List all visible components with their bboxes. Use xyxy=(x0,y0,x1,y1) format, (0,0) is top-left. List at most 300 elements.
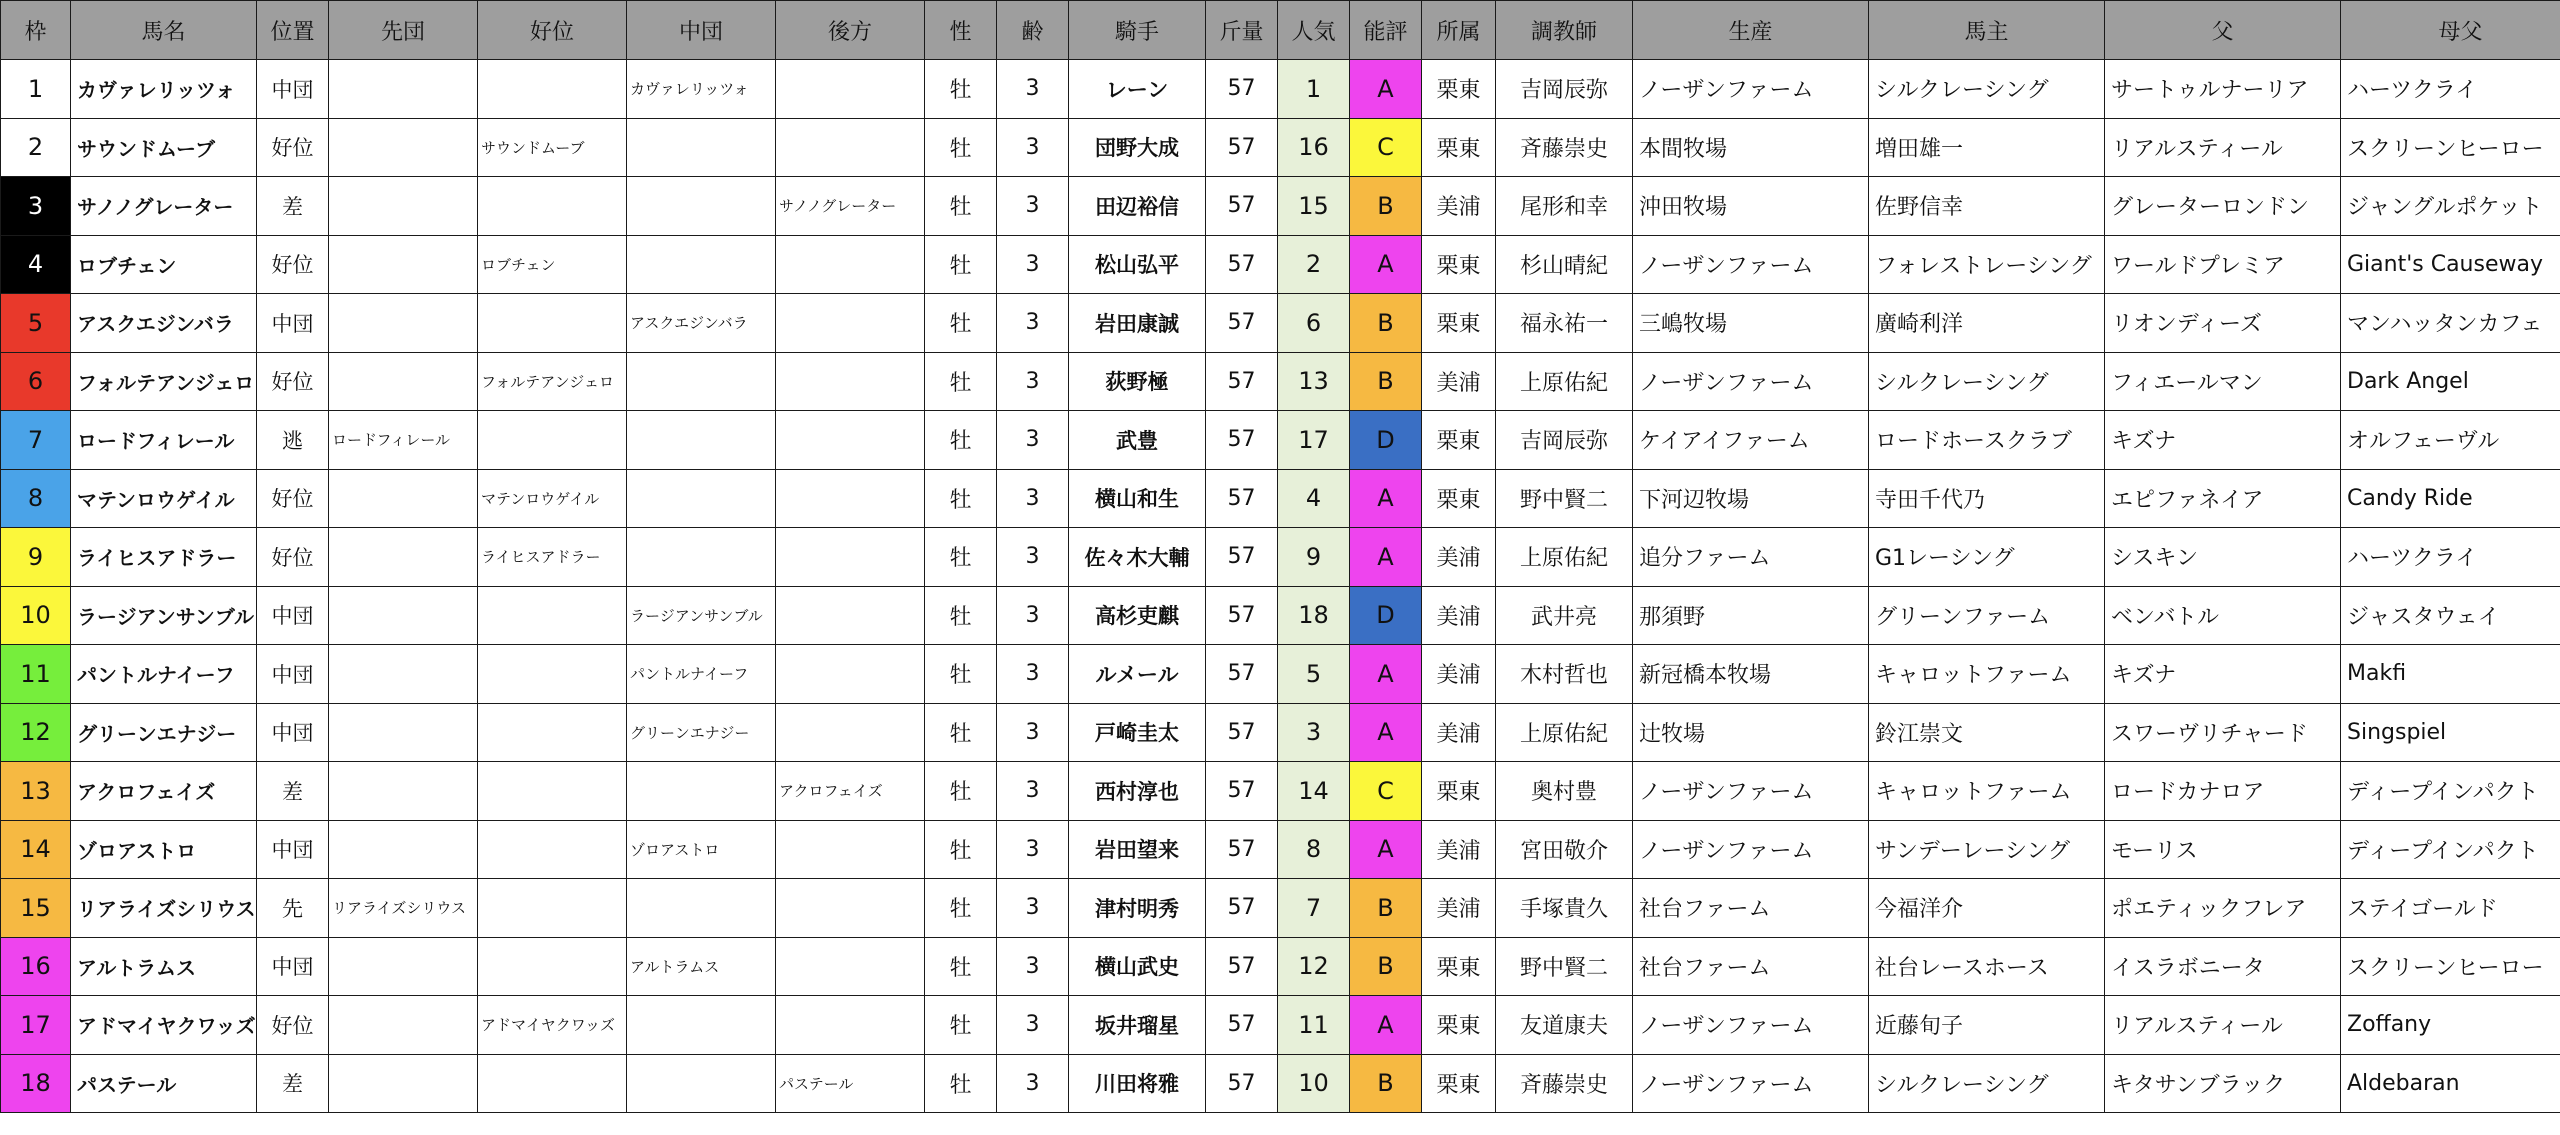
kohou-cell xyxy=(776,703,925,762)
trainer: 吉岡辰弥 xyxy=(1496,411,1633,470)
waku-number: 17 xyxy=(1,996,71,1055)
koui-cell: サウンドムーブ xyxy=(478,118,627,177)
breeder: 下河辺牧場 xyxy=(1633,469,1869,528)
table-row[interactable] xyxy=(1,703,2560,762)
header-owner[interactable]: 馬主 xyxy=(1869,1,2105,60)
breeder: 社台ファーム xyxy=(1633,879,1869,938)
table-row[interactable] xyxy=(1,645,2560,704)
stable: 美浦 xyxy=(1422,645,1496,704)
kohou-cell xyxy=(776,352,925,411)
age: 3 xyxy=(997,118,1069,177)
age: 3 xyxy=(997,1054,1069,1113)
popularity: 15 xyxy=(1278,177,1350,236)
header-kohou[interactable]: 後方 xyxy=(776,1,925,60)
damsire: Aldebaran xyxy=(2341,1054,2560,1113)
koui-cell xyxy=(478,879,627,938)
stable: 美浦 xyxy=(1422,177,1496,236)
sire: キタサンブラック xyxy=(2105,1054,2341,1113)
table-row[interactable] xyxy=(1,879,2560,938)
breeder: 辻牧場 xyxy=(1633,703,1869,762)
chudan-cell xyxy=(627,118,776,177)
horse-name: サノノグレーター xyxy=(71,177,257,236)
horse-name: ロードフィレール xyxy=(71,411,257,470)
jockey: 田辺裕信 xyxy=(1069,177,1206,236)
damsire: ステイゴールド xyxy=(2341,879,2560,938)
sex: 牡 xyxy=(925,177,997,236)
table-row[interactable] xyxy=(1,177,2560,236)
owner: キャロットファーム xyxy=(1869,645,2105,704)
table-row[interactable] xyxy=(1,1054,2560,1113)
stable: 栗東 xyxy=(1422,762,1496,821)
owner: グリーンファーム xyxy=(1869,586,2105,645)
kohou-cell xyxy=(776,528,925,587)
waku-number: 3 xyxy=(1,177,71,236)
rating-badge: A xyxy=(1350,820,1422,879)
breeder: ノーザンファーム xyxy=(1633,352,1869,411)
popularity: 18 xyxy=(1278,586,1350,645)
header-koui[interactable]: 好位 xyxy=(478,1,627,60)
chudan-cell: カヴァレリッツォ xyxy=(627,60,776,119)
popularity: 7 xyxy=(1278,879,1350,938)
owner: G1レーシング xyxy=(1869,528,2105,587)
sendan-cell xyxy=(329,762,478,821)
weight: 57 xyxy=(1206,1054,1278,1113)
waku-number: 12 xyxy=(1,703,71,762)
stable: 栗東 xyxy=(1422,411,1496,470)
trainer: 斉藤崇史 xyxy=(1496,118,1633,177)
sendan-cell xyxy=(329,118,478,177)
table-row[interactable] xyxy=(1,996,2560,1055)
chudan-cell xyxy=(627,528,776,587)
sire: キズナ xyxy=(2105,645,2341,704)
waku-number: 9 xyxy=(1,528,71,587)
position: 中団 xyxy=(257,294,329,353)
breeder: 三嶋牧場 xyxy=(1633,294,1869,353)
popularity: 13 xyxy=(1278,352,1350,411)
koui-cell xyxy=(478,411,627,470)
table-row[interactable] xyxy=(1,235,2560,294)
trainer: 吉岡辰弥 xyxy=(1496,60,1633,119)
rating-badge: A xyxy=(1350,996,1422,1055)
chudan-cell: グリーンエナジー xyxy=(627,703,776,762)
rating-badge: C xyxy=(1350,118,1422,177)
sex: 牡 xyxy=(925,60,997,119)
kohou-cell xyxy=(776,645,925,704)
owner: キャロットファーム xyxy=(1869,762,2105,821)
sire: イスラボニータ xyxy=(2105,937,2341,996)
rating-badge: A xyxy=(1350,469,1422,528)
header-weight[interactable]: 斤量 xyxy=(1206,1,1278,60)
damsire: Candy Ride xyxy=(2341,469,2560,528)
age: 3 xyxy=(997,352,1069,411)
sex: 牡 xyxy=(925,703,997,762)
weight: 57 xyxy=(1206,645,1278,704)
jockey: 岩田康誠 xyxy=(1069,294,1206,353)
horse-name: グリーンエナジー xyxy=(71,703,257,762)
stable: 栗東 xyxy=(1422,937,1496,996)
stable: 栗東 xyxy=(1422,235,1496,294)
sendan-cell xyxy=(329,294,478,353)
weight: 57 xyxy=(1206,820,1278,879)
chudan-cell: アルトラムス xyxy=(627,937,776,996)
header-sire[interactable]: 父 xyxy=(2105,1,2341,60)
sex: 牡 xyxy=(925,879,997,938)
waku-number: 4 xyxy=(1,235,71,294)
breeder: ノーザンファーム xyxy=(1633,820,1869,879)
table-row[interactable] xyxy=(1,937,2560,996)
kohou-cell xyxy=(776,937,925,996)
breeder: 社台ファーム xyxy=(1633,937,1869,996)
weight: 57 xyxy=(1206,586,1278,645)
popularity: 12 xyxy=(1278,937,1350,996)
horse-name: パントルナイーフ xyxy=(71,645,257,704)
jockey: 西村淳也 xyxy=(1069,762,1206,821)
owner: シルクレーシング xyxy=(1869,352,2105,411)
header-sendan[interactable]: 先団 xyxy=(329,1,478,60)
chudan-cell xyxy=(627,996,776,1055)
position: 中団 xyxy=(257,586,329,645)
position: 好位 xyxy=(257,352,329,411)
chudan-cell xyxy=(627,235,776,294)
age: 3 xyxy=(997,586,1069,645)
horse-name: カヴァレリッツォ xyxy=(71,60,257,119)
rating-badge: A xyxy=(1350,645,1422,704)
position: 差 xyxy=(257,177,329,236)
header-sex[interactable]: 性 xyxy=(925,1,997,60)
waku-number: 8 xyxy=(1,469,71,528)
weight: 57 xyxy=(1206,118,1278,177)
sex: 牡 xyxy=(925,645,997,704)
jockey: 戸崎圭太 xyxy=(1069,703,1206,762)
sex: 牡 xyxy=(925,294,997,353)
trainer: 野中賢二 xyxy=(1496,469,1633,528)
position: 好位 xyxy=(257,996,329,1055)
weight: 57 xyxy=(1206,703,1278,762)
popularity: 6 xyxy=(1278,294,1350,353)
weight: 57 xyxy=(1206,294,1278,353)
sex: 牡 xyxy=(925,352,997,411)
trainer: 宮田敬介 xyxy=(1496,820,1633,879)
jockey: 横山和生 xyxy=(1069,469,1206,528)
owner: 廣崎利洋 xyxy=(1869,294,2105,353)
breeder: ノーザンファーム xyxy=(1633,60,1869,119)
waku-number: 11 xyxy=(1,645,71,704)
weight: 57 xyxy=(1206,235,1278,294)
waku-number: 7 xyxy=(1,411,71,470)
popularity: 8 xyxy=(1278,820,1350,879)
trainer: 上原佑紀 xyxy=(1496,703,1633,762)
table-row[interactable] xyxy=(1,60,2560,119)
trainer: 斉藤崇史 xyxy=(1496,1054,1633,1113)
weight: 57 xyxy=(1206,60,1278,119)
kohou-cell xyxy=(776,411,925,470)
trainer: 木村哲也 xyxy=(1496,645,1633,704)
jockey: ルメール xyxy=(1069,645,1206,704)
position: 先 xyxy=(257,879,329,938)
jockey: 坂井瑠星 xyxy=(1069,996,1206,1055)
damsire: スクリーンヒーロー xyxy=(2341,118,2560,177)
position: 差 xyxy=(257,1054,329,1113)
table-row[interactable] xyxy=(1,586,2560,645)
chudan-cell xyxy=(627,1054,776,1113)
horse-name: アクロフェイズ xyxy=(71,762,257,821)
waku-number: 6 xyxy=(1,352,71,411)
popularity: 14 xyxy=(1278,762,1350,821)
waku-number: 16 xyxy=(1,937,71,996)
header-popularity[interactable]: 人気 xyxy=(1278,1,1350,60)
jockey: 荻野極 xyxy=(1069,352,1206,411)
damsire: Makfi xyxy=(2341,645,2560,704)
waku-number: 14 xyxy=(1,820,71,879)
sex: 牡 xyxy=(925,528,997,587)
sex: 牡 xyxy=(925,996,997,1055)
breeder: 追分ファーム xyxy=(1633,528,1869,587)
sire: シスキン xyxy=(2105,528,2341,587)
damsire: Dark Angel xyxy=(2341,352,2560,411)
table-row[interactable] xyxy=(1,411,2560,470)
stable: 栗東 xyxy=(1422,294,1496,353)
jockey: 団野大成 xyxy=(1069,118,1206,177)
koui-cell: ライヒスアドラー xyxy=(478,528,627,587)
breeder: ケイアイファーム xyxy=(1633,411,1869,470)
rating-badge: D xyxy=(1350,586,1422,645)
jockey: 松山弘平 xyxy=(1069,235,1206,294)
popularity: 3 xyxy=(1278,703,1350,762)
header-trainer[interactable]: 調教師 xyxy=(1496,1,1633,60)
chudan-cell xyxy=(627,411,776,470)
trainer: 武井亮 xyxy=(1496,586,1633,645)
damsire: ジャスタウェイ xyxy=(2341,586,2560,645)
rating-badge: A xyxy=(1350,235,1422,294)
chudan-cell xyxy=(627,177,776,236)
owner: 近藤旬子 xyxy=(1869,996,2105,1055)
header-age[interactable]: 齢 xyxy=(997,1,1069,60)
position: 中団 xyxy=(257,820,329,879)
kohou-cell xyxy=(776,294,925,353)
sendan-cell xyxy=(329,235,478,294)
position: 好位 xyxy=(257,528,329,587)
koui-cell xyxy=(478,937,627,996)
weight: 57 xyxy=(1206,996,1278,1055)
damsire: ハーツクライ xyxy=(2341,60,2560,119)
header-row xyxy=(1,1,2560,60)
kohou-cell xyxy=(776,586,925,645)
trainer: 上原佑紀 xyxy=(1496,528,1633,587)
koui-cell xyxy=(478,645,627,704)
header-chudan[interactable]: 中団 xyxy=(627,1,776,60)
sire: スワーヴリチャード xyxy=(2105,703,2341,762)
rating-badge: A xyxy=(1350,703,1422,762)
position: 中団 xyxy=(257,60,329,119)
rating-badge: D xyxy=(1350,411,1422,470)
kohou-cell xyxy=(776,996,925,1055)
jockey: 川田将雅 xyxy=(1069,1054,1206,1113)
jockey: 横山武史 xyxy=(1069,937,1206,996)
trainer: 福永祐一 xyxy=(1496,294,1633,353)
rating-badge: C xyxy=(1350,762,1422,821)
sex: 牡 xyxy=(925,1054,997,1113)
position: 好位 xyxy=(257,469,329,528)
waku-number: 2 xyxy=(1,118,71,177)
sire: エピファネイア xyxy=(2105,469,2341,528)
breeder: ノーザンファーム xyxy=(1633,996,1869,1055)
sendan-cell xyxy=(329,469,478,528)
sendan-cell: リアライズシリウス xyxy=(329,879,478,938)
jockey: 岩田望来 xyxy=(1069,820,1206,879)
header-jockey[interactable]: 騎手 xyxy=(1069,1,1206,60)
sendan-cell xyxy=(329,60,478,119)
damsire: ジャングルポケット xyxy=(2341,177,2560,236)
stable: 栗東 xyxy=(1422,60,1496,119)
sendan-cell xyxy=(329,820,478,879)
stable: 美浦 xyxy=(1422,703,1496,762)
koui-cell xyxy=(478,586,627,645)
table-row[interactable] xyxy=(1,762,2560,821)
rating-badge: B xyxy=(1350,937,1422,996)
position: 中団 xyxy=(257,645,329,704)
owner: 増田雄一 xyxy=(1869,118,2105,177)
header-damsire[interactable]: 母父 xyxy=(2341,1,2560,60)
breeder: ノーザンファーム xyxy=(1633,762,1869,821)
chudan-cell: パントルナイーフ xyxy=(627,645,776,704)
position: 中団 xyxy=(257,937,329,996)
horse-name: マテンロウゲイル xyxy=(71,469,257,528)
header-horse-name[interactable]: 馬名 xyxy=(71,1,257,60)
koui-cell xyxy=(478,177,627,236)
table-row[interactable] xyxy=(1,352,2560,411)
table-row[interactable] xyxy=(1,528,2560,587)
popularity: 4 xyxy=(1278,469,1350,528)
table-row[interactable] xyxy=(1,820,2560,879)
table-body xyxy=(1,60,2560,1113)
waku-number: 15 xyxy=(1,879,71,938)
sendan-cell: ロードフィレール xyxy=(329,411,478,470)
stable: 栗東 xyxy=(1422,469,1496,528)
table-row[interactable] xyxy=(1,118,2560,177)
sex: 牡 xyxy=(925,118,997,177)
owner: 寺田千代乃 xyxy=(1869,469,2105,528)
chudan-cell xyxy=(627,762,776,821)
header-rating[interactable]: 能評 xyxy=(1350,1,1422,60)
sendan-cell xyxy=(329,352,478,411)
koui-cell: アドマイヤクワッズ xyxy=(478,996,627,1055)
horse-name: リアライズシリウス xyxy=(71,879,257,938)
header-waku[interactable]: 枠 xyxy=(1,1,71,60)
breeder: 那須野 xyxy=(1633,586,1869,645)
stable: 栗東 xyxy=(1422,1054,1496,1113)
kohou-cell xyxy=(776,235,925,294)
header-position[interactable]: 位置 xyxy=(257,1,329,60)
breeder: ノーザンファーム xyxy=(1633,1054,1869,1113)
horse-name: フォルテアンジェロ xyxy=(71,352,257,411)
weight: 57 xyxy=(1206,177,1278,236)
popularity: 16 xyxy=(1278,118,1350,177)
breeder: 新冠橋本牧場 xyxy=(1633,645,1869,704)
age: 3 xyxy=(997,703,1069,762)
header-breeder[interactable]: 生産 xyxy=(1633,1,1869,60)
horse-name: ライヒスアドラー xyxy=(71,528,257,587)
damsire: オルフェーヴル xyxy=(2341,411,2560,470)
age: 3 xyxy=(997,177,1069,236)
table-row[interactable] xyxy=(1,469,2560,528)
rating-badge: A xyxy=(1350,528,1422,587)
koui-cell xyxy=(478,820,627,879)
koui-cell xyxy=(478,294,627,353)
horse-name: サウンドムーブ xyxy=(71,118,257,177)
chudan-cell xyxy=(627,879,776,938)
age: 3 xyxy=(997,294,1069,353)
sendan-cell xyxy=(329,586,478,645)
rating-badge: B xyxy=(1350,352,1422,411)
sex: 牡 xyxy=(925,762,997,821)
damsire: Giant's Causeway xyxy=(2341,235,2560,294)
jockey: 高杉吏麒 xyxy=(1069,586,1206,645)
kohou-cell xyxy=(776,820,925,879)
position: 差 xyxy=(257,762,329,821)
chudan-cell xyxy=(627,469,776,528)
kohou-cell xyxy=(776,60,925,119)
sex: 牡 xyxy=(925,235,997,294)
kohou-cell: アクロフェイズ xyxy=(776,762,925,821)
damsire: ディープインパクト xyxy=(2341,820,2560,879)
sendan-cell xyxy=(329,528,478,587)
position: 逃 xyxy=(257,411,329,470)
sire: モーリス xyxy=(2105,820,2341,879)
owner: サンデーレーシング xyxy=(1869,820,2105,879)
sex: 牡 xyxy=(925,820,997,879)
weight: 57 xyxy=(1206,762,1278,821)
age: 3 xyxy=(997,469,1069,528)
header-stable[interactable]: 所属 xyxy=(1422,1,1496,60)
weight: 57 xyxy=(1206,411,1278,470)
popularity: 5 xyxy=(1278,645,1350,704)
chudan-cell: アスクエジンバラ xyxy=(627,294,776,353)
age: 3 xyxy=(997,820,1069,879)
sire: キズナ xyxy=(2105,411,2341,470)
waku-number: 5 xyxy=(1,294,71,353)
breeder: ノーザンファーム xyxy=(1633,235,1869,294)
stable: 美浦 xyxy=(1422,586,1496,645)
sendan-cell xyxy=(329,1054,478,1113)
owner: シルクレーシング xyxy=(1869,60,2105,119)
sire: ロードカナロア xyxy=(2105,762,2341,821)
age: 3 xyxy=(997,879,1069,938)
age: 3 xyxy=(997,528,1069,587)
sendan-cell xyxy=(329,645,478,704)
jockey: レーン xyxy=(1069,60,1206,119)
popularity: 11 xyxy=(1278,996,1350,1055)
waku-number: 1 xyxy=(1,60,71,119)
sex: 牡 xyxy=(925,586,997,645)
table-row[interactable] xyxy=(1,294,2560,353)
damsire: Zoffany xyxy=(2341,996,2560,1055)
trainer: 杉山晴紀 xyxy=(1496,235,1633,294)
sire: サートゥルナーリア xyxy=(2105,60,2341,119)
rating-badge: B xyxy=(1350,879,1422,938)
jockey: 佐々木大輔 xyxy=(1069,528,1206,587)
popularity: 2 xyxy=(1278,235,1350,294)
breeder: 本間牧場 xyxy=(1633,118,1869,177)
waku-number: 18 xyxy=(1,1054,71,1113)
sendan-cell xyxy=(329,996,478,1055)
owner: フォレストレーシング xyxy=(1869,235,2105,294)
horse-name: パステール xyxy=(71,1054,257,1113)
stable: 美浦 xyxy=(1422,528,1496,587)
horse-name: アスクエジンバラ xyxy=(71,294,257,353)
owner: 社台レースホース xyxy=(1869,937,2105,996)
trainer: 奥村豊 xyxy=(1496,762,1633,821)
position: 好位 xyxy=(257,235,329,294)
